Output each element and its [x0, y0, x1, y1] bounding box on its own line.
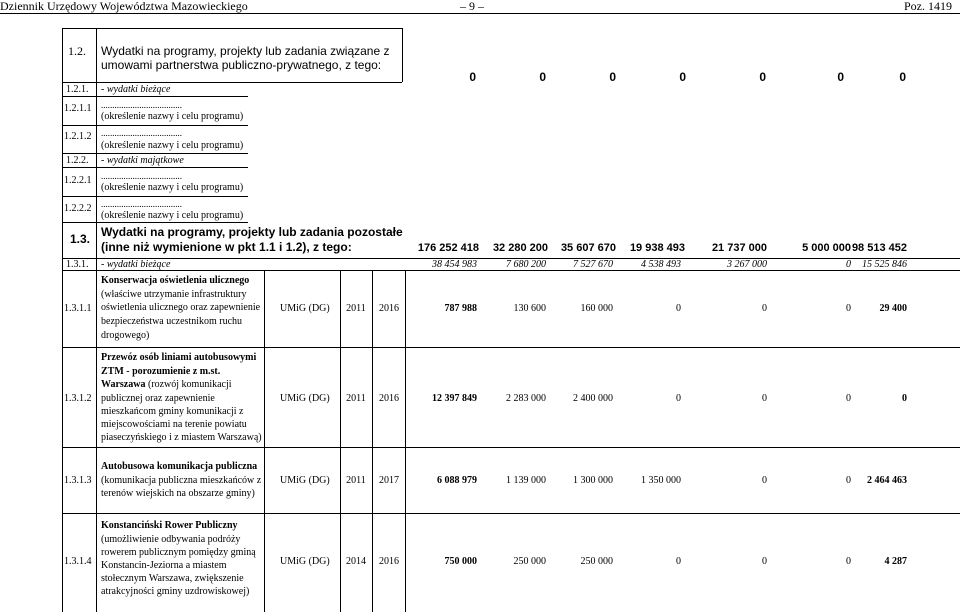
- project-name: Autobusowa komunikacja publiczna: [101, 461, 258, 472]
- row-number: 1.3.1.: [66, 259, 89, 270]
- placeholder-note: (określenie nazwy i celu programu): [101, 140, 244, 151]
- value-cell: 4 538 493: [641, 259, 681, 270]
- project-desc: terenów wiejskich na obszarze gminy): [101, 488, 255, 499]
- year-from-cell: 2011: [346, 303, 366, 314]
- row-divider: [62, 82, 402, 83]
- value-cell: 0: [539, 70, 546, 84]
- row-title: (inne niż wymienione w pkt 1.1 i 1.2), z tego:: [101, 240, 352, 254]
- project-desc: drogowego): [101, 330, 150, 341]
- row-divider: [62, 167, 248, 168]
- value-cell: 0: [676, 556, 681, 567]
- project-name: Warszawa: [101, 379, 146, 390]
- placeholder-note: (określenie nazwy i celu programu): [101, 182, 244, 193]
- limit-cell: 29 400: [879, 303, 907, 314]
- project-desc: publicznej oraz zapewnienie: [101, 393, 215, 404]
- project-name: Konserwacja oświetlenia ulicznego: [101, 275, 250, 286]
- row-number: 1.2.2.1: [64, 175, 92, 186]
- row-number: 1.2.: [68, 44, 86, 58]
- project-desc: miejscowościami na terenie powiatu: [101, 419, 247, 430]
- project-desc: (rozwój komunikacji: [147, 379, 232, 390]
- value-cell: 7 680 200: [506, 259, 546, 270]
- value-cell: 2 400 000: [573, 393, 613, 404]
- value-cell: 0: [469, 70, 476, 84]
- value-cell: 15 525 846: [862, 259, 907, 270]
- placeholder-note: (określenie nazwy i celu programu): [101, 210, 244, 221]
- placeholder-dots: ....................................: [101, 171, 182, 181]
- row-divider: [62, 347, 960, 348]
- value-cell: 32 280 200: [492, 242, 548, 254]
- journal-title: Dziennik Urzędowy Województwa Mazowieckiego: [0, 0, 248, 13]
- row-number: 1.2.1.1: [64, 103, 92, 114]
- row-number: 1.3.1.1: [64, 303, 92, 314]
- row-number: 1.3.1.3: [64, 475, 92, 486]
- value-cell: 0: [759, 70, 766, 84]
- value-cell: 250 000: [580, 556, 613, 567]
- row-divider: [62, 513, 960, 514]
- page-header: [0, 0, 960, 12]
- position-number: Poz. 1419: [904, 0, 952, 13]
- col-divider: [340, 270, 341, 612]
- row-divider: [62, 222, 248, 223]
- unit-cell: UMiG (DG): [280, 393, 330, 404]
- total-cell: 12 397 849: [432, 393, 477, 404]
- value-cell: 0: [762, 393, 767, 404]
- value-cell: 0: [846, 303, 851, 314]
- value-cell: 176 252 418: [417, 242, 479, 254]
- value-cell: 1 350 000: [641, 475, 681, 486]
- project-desc: atrakcyjności gminy uzdrowiskowej): [101, 586, 250, 597]
- year-to-cell: 2017: [379, 475, 399, 486]
- project-desc: (komunikacja publiczna mieszkańców z: [101, 475, 262, 486]
- row-title: Wydatki na programy, projekty lub zadania pozostałe: [101, 225, 403, 239]
- value-cell: 0: [762, 303, 767, 314]
- value-cell: 0: [846, 556, 851, 567]
- value-cell: 0: [676, 393, 681, 404]
- project-desc: (właściwe utrzymanie infrastruktury: [101, 289, 247, 300]
- value-cell: 0: [762, 475, 767, 486]
- placeholder-dots: ....................................: [101, 199, 182, 209]
- project-desc: Konstancin-Jeziorna a miastem: [101, 560, 227, 571]
- row-divider: [62, 125, 248, 126]
- row-label: - wydatki bieżące: [101, 84, 171, 95]
- limit-cell: 4 287: [884, 556, 907, 567]
- project-desc: bezpieczeństwa uczestnikom ruchu: [101, 316, 243, 327]
- limit-cell: 2 464 463: [867, 475, 907, 486]
- row-number: 1.3.: [70, 232, 91, 246]
- unit-cell: UMiG (DG): [280, 475, 330, 486]
- value-cell: 1 139 000: [506, 475, 546, 486]
- year-to-cell: 2016: [379, 556, 399, 567]
- value-cell: 130 600: [513, 303, 546, 314]
- value-cell: 3 267 000: [727, 259, 767, 270]
- row-number: 1.2.2.2: [64, 203, 92, 214]
- value-cell: 0: [762, 556, 767, 567]
- total-cell: 6 088 979: [437, 475, 477, 486]
- total-cell: 787 988: [444, 303, 477, 314]
- col-divider: [264, 270, 265, 612]
- value-cell: 0: [679, 70, 686, 84]
- project-name: ZTM - porozumienie z m.st.: [101, 366, 221, 377]
- value-cell: 0: [609, 70, 616, 84]
- value-cell: 2 283 000: [506, 393, 546, 404]
- value-cell: 0: [846, 259, 851, 270]
- limit-cell: 0: [902, 393, 907, 404]
- placeholder-dots: ....................................: [101, 100, 182, 110]
- value-cell: 0: [846, 393, 851, 404]
- value-cell: 38 454 983: [432, 259, 477, 270]
- unit-cell: UMiG (DG): [280, 303, 330, 314]
- row-divider: [62, 96, 248, 97]
- header-rule: [0, 13, 960, 14]
- project-name: Konstanciński Rower Publiczny: [101, 520, 238, 531]
- row-label: - wydatki bieżące: [101, 259, 171, 270]
- unit-cell: UMiG (DG): [280, 556, 330, 567]
- value-cell: 1 300 000: [573, 475, 613, 486]
- row-title: Wydatki na programy, projekty lub zadania związane z: [101, 44, 390, 58]
- project-desc: stołecznym Warszawa, zwiększenie: [101, 573, 244, 584]
- year-to-cell: 2016: [379, 303, 399, 314]
- value-cell: 35 607 670: [560, 242, 616, 254]
- year-to-cell: 2016: [379, 393, 399, 404]
- row-divider: [62, 153, 248, 154]
- value-cell: 19 938 493: [629, 242, 685, 254]
- row-divider: [62, 28, 402, 29]
- col-divider: [402, 28, 403, 82]
- row-number: 1.3.1.4: [64, 556, 92, 567]
- project-desc-line: [101, 379, 232, 391]
- value-cell: 98 513 452: [851, 242, 907, 254]
- value-cell: 160 000: [580, 303, 613, 314]
- total-cell: 750 000: [444, 556, 477, 567]
- row-divider: [62, 447, 960, 448]
- value-cell: 7 527 670: [573, 259, 613, 270]
- value-cell: 21 737 000: [711, 242, 767, 254]
- value-cell: 250 000: [513, 556, 546, 567]
- year-from-cell: 2011: [346, 475, 366, 486]
- placeholder-note: (określenie nazwy i celu programu): [101, 111, 244, 122]
- value-cell: 5 000 000: [802, 242, 851, 254]
- value-cell: 0: [899, 70, 906, 84]
- year-from-cell: 2011: [346, 393, 366, 404]
- col-divider: [96, 28, 97, 612]
- project-desc: mieszkańcom gminy komunikacji z: [101, 406, 244, 417]
- value-cell: 0: [846, 475, 851, 486]
- row-divider: [62, 196, 248, 197]
- value-cell: 0: [837, 70, 844, 84]
- project-desc: piaseczyńskiego i z miastem Warszawą): [101, 432, 262, 443]
- value-cell: 0: [676, 303, 681, 314]
- project-desc: oświetlenia ulicznego oraz zapewnienie: [101, 302, 261, 313]
- row-title: umowami partnerstwa publiczno-prywatnego, z tego:: [101, 58, 382, 72]
- col-divider: [372, 270, 373, 612]
- placeholder-dots: ....................................: [101, 128, 182, 138]
- row-number: 1.2.2.: [66, 155, 89, 166]
- col-divider: [62, 28, 63, 612]
- year-from-cell: 2014: [346, 556, 366, 567]
- row-number: 1.3.1.2: [64, 393, 92, 404]
- row-number: 1.2.1.: [66, 84, 89, 95]
- page-number: – 9 –: [460, 0, 484, 13]
- project-desc: (umożliwienie odbywania podróży: [101, 534, 241, 545]
- project-desc: rowerem publicznym pomiędzy gminą: [101, 547, 256, 558]
- row-label: - wydatki majątkowe: [101, 155, 184, 166]
- project-name: Przewóz osób liniami autobusowymi: [101, 352, 257, 363]
- row-number: 1.2.1.2: [64, 131, 92, 142]
